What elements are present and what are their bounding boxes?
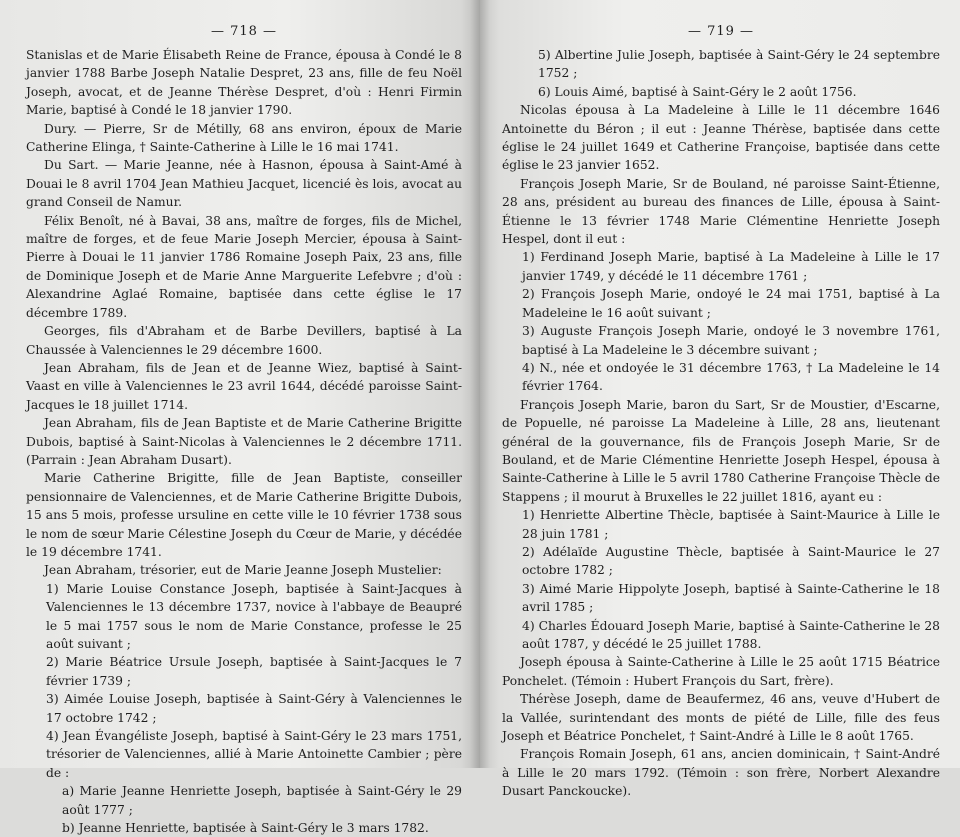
paragraph: François Romain Joseph, 61 ans, ancien dominicain, † Saint-André à Lille le 20 mars 1792. (Témoin : son frère, Norbert Alexandre Dusart Panckoucke). [502, 747, 940, 799]
paragraph: Thérèse Joseph, dame de Beaufermez, 46 ans, veuve d'Hubert de la Vallée, surintendant des monts de piété de Lille, fille des feus Joseph et Béatrice Ponchelet, † Saint-André à Lille le 8 août 1765. [502, 692, 940, 744]
sub-list-item: a) Marie Jeanne Henriette Joseph, baptisée à Saint-Géry le 29 août 1777 ; [62, 784, 462, 817]
left-page-text [26, 46, 462, 837]
list-item: 3) Aimée Louise Joseph, baptisée à Saint-Géry à Valenciennes le 17 octobre 1742 ; [46, 692, 462, 725]
page-number-718: — 718 — [210, 24, 278, 39]
paragraph: Jean Abraham, fils de Jean Baptiste et de Marie Catherine Brigitte Dubois, baptisé à Saint-Nicolas à Valenciennes le 2 décembre 1711. (Parrain : Jean Abraham Dusart). [26, 416, 462, 467]
left-page [0, 0, 480, 836]
paragraph: Nicolas épousa à La Madeleine à Lille le 11 décembre 1646 Antoinette du Béron ; il eut : Jeanne Thérèse, baptisée dans cette église le 24 juillet 1649 et Catherine Françoise, baptisée dans cette église le 23 janvier 1652. [502, 103, 940, 173]
list-item: 2) François Joseph Marie, ondoyé le 24 mai 1751, baptisé à La Madeleine le 16 août suivant ; [522, 287, 940, 320]
sub-list-item: b) Jeanne Henriette, baptisée à Saint-Géry le 3 mars 1782. [62, 821, 429, 836]
list-item: 4) Jean Évangéliste Joseph, baptisé à Saint-Géry le 23 mars 1751, trésorier de Valenciennes, allié à Marie Antoinette Cambier ; père de : [46, 729, 462, 780]
paragraph: Georges, fils d'Abraham et de Barbe Devillers, baptisé à La Chaussée à Valenciennes le 29 décembre 1600. [26, 324, 462, 357]
list-item: 4) N., née et ondoyée le 31 décembre 1763, † La Madeleine le 14 février 1764. [522, 360, 940, 394]
paragraph: François Joseph Marie, baron du Sart, Sr de Moustier, d'Escarne, de Popuelle, né paroisse La Madeleine à Lille, 28 ans, lieutenant général de la gouvernance, fils de François Joseph Marie, Sr de Bouland, et de Marie Clémentine Henriette Joseph Hespel, épousa à Sainte-Catherine à Lille le 5 avril 1780 Catherine Françoise Thècle de Stappens ; il mourut à Bruxelles le 22 juillet 1816, ayant eu : [502, 397, 940, 504]
list-item: 1) Henriette Albertine Thècle, baptisée à Saint-Maurice à Lille le 28 juin 1781 ; [522, 508, 940, 541]
right-page [480, 0, 960, 799]
paragraph: Joseph épousa à Sainte-Catherine à Lille le 25 août 1715 Béatrice Ponchelet. (Témoin : Hubert François du Sart, frère). [502, 655, 940, 688]
paragraph: Dury. — Pierre, Sr de Métilly, 68 ans environ, époux de Marie Catherine Elinga, † Sainte-Catherine à Lille le 16 mai 1741. [26, 121, 462, 155]
list-item: 6) Louis Aimé, baptisé à Saint-Géry le 2 août 1756. [538, 84, 857, 99]
paragraph: Du Sart. — Marie Jeanne, née à Hasnon, épousa à Saint-Amé à Douai le 8 avril 1704 Jean Mathieu Jacquet, licencié ès lois, avocat au grand Conseil de Namur. [26, 158, 462, 210]
page-number-719: — 719 — [687, 24, 755, 39]
list-item: 2) Marie Béatrice Ursule Joseph, baptisée à Saint-Jacques le 7 février 1739 ; [46, 655, 462, 688]
list-item: 4) Charles Édouard Joseph Marie, baptisé à Sainte-Catherine le 28 août 1787, y décédé le 25 juillet 1788. [522, 618, 940, 651]
list-item: 2) Adélaïde Augustine Thècle, baptisée à Saint-Maurice le 27 octobre 1782 ; [522, 544, 940, 578]
list-item: 3) Aimé Marie Hippolyte Joseph, baptisé à Sainte-Catherine le 18 avril 1785 ; [522, 581, 940, 615]
paragraph: Jean Abraham, fils de Jean et de Jeanne Wiez, baptisé à Saint-Vaast en ville à Valenciennes le 23 avril 1644, décédé paroisse Saint-Jacques le 18 juillet 1714. [26, 360, 462, 412]
list-item: 1) Ferdinand Joseph Marie, baptisé à La Madeleine à Lille le 17 janvier 1749, y décédé le 11 décembre 1761 ; [522, 250, 940, 283]
paragraph: Stanislas et de Marie Élisabeth Reine de France, épousa à Condé le 8 janvier 1788 Barbe Joseph Natalie Despret, 23 ans, fille de feu Noël Joseph, avocat, et de Jeanne Thérèse Despret, d'où : Henri Firmin Marie, baptisé à Condé le 18 janvier 1790. [26, 48, 462, 118]
right-page-text [502, 46, 940, 801]
paragraph: François Joseph Marie, Sr de Bouland, né paroisse Saint-Étienne, 28 ans, président au bureau des finances de Lille, épousa à Saint-Étienne le 13 février 1748 Marie Clémentine Henriette Joseph Hespel, dont il eut : [502, 176, 940, 247]
paragraph: Félix Benoît, né à Bavai, 38 ans, maître de forges, fils de Michel, maître de forges, et de feue Marie Joseph Mercier, épousa à Saint-Pierre à Douai le 11 janvier 1786 Romaine Joseph Paix, 23 ans, fille de Dominique Joseph et de Marie Anne Marguerite Lefebvre ; d'où : Alexandrine Aglaé Romaine, baptisée dans cette église le 17 décembre 1789. [26, 213, 462, 320]
list-item: 5) Albertine Julie Joseph, baptisée à Saint-Géry le 24 septembre 1752 ; [538, 48, 940, 81]
list-item: 3) Auguste François Joseph Marie, ondoyé le 3 novembre 1761, baptisé à La Madeleine le 3 décembre suivant ; [522, 324, 940, 357]
list-item: 1) Marie Louise Constance Joseph, baptisée à Saint-Jacques à Valenciennes le 13 décembre 1737, novice à l'abbaye de Beaupré le 5 mai 1757 sous le nom de Marie Constance, professe le 25 août suivant ; [46, 581, 462, 651]
paragraph: Jean Abraham, trésorier, eut de Marie Jeanne Joseph Mustelier: [44, 563, 442, 578]
paragraph: Marie Catherine Brigitte, fille de Jean Baptiste, conseiller pensionnaire de Valenciennes, et de Marie Catherine Brigitte Dubois, 15 ans 5 mois, professe ursuline en cette ville le 10 février 1738 sous le nom de sœur Marie Célestine Joseph du Cœur de Marie, y décédée le 19 décembre 1741. [26, 471, 462, 559]
